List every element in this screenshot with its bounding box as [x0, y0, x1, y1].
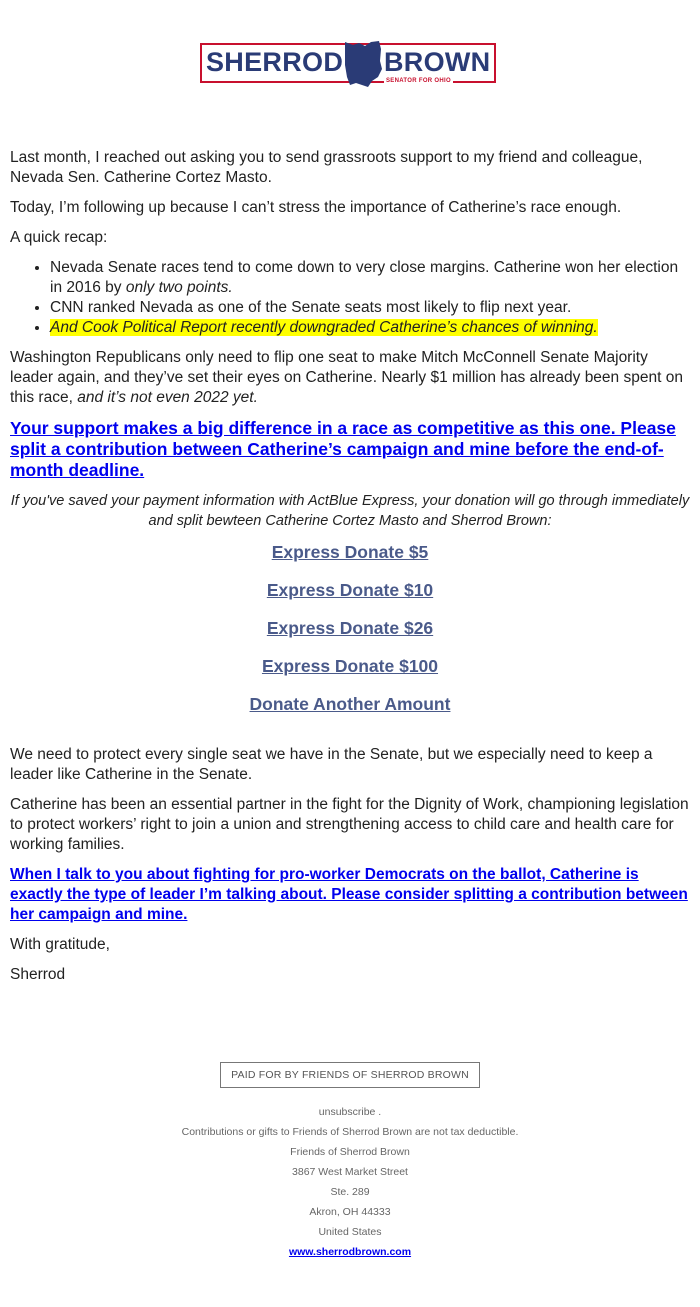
ohio-state-icon	[341, 39, 387, 89]
paid-for-disclaimer: PAID FOR BY FRIENDS OF SHERROD BROWN	[220, 1062, 480, 1088]
signature: Sherrod	[10, 966, 66, 983]
logo-last-name: BROWN	[384, 47, 491, 77]
footer-suite: Ste. 289	[330, 1186, 370, 1198]
dignity-of-work-paragraph: Catherine has been an essential partner in the fight for the Dignity of Work, championing legislation to protect workers’ right to join a union and strengthening access to child care and health care for working families.	[10, 796, 689, 853]
footer-street: 3867 West Market Street	[292, 1166, 408, 1178]
actblue-note: If you've saved your payment information with ActBlue Express, your donation will go through immediately and split bewteen Catherine Cortez Masto and Sherrod Brown:	[10, 493, 690, 529]
contribute-link[interactable]: Your support makes a big difference in a race as competitive as this one. Please split a contribution between Catherine’s campaign and mine before the end-of-month deadline.	[10, 418, 676, 480]
splitting-contribution-link[interactable]: When I talk to you about fighting for pro-worker Democrats on the ballot, Catherine is exactly the type of leader I’m talking about. Please consider splitting a contribution between her campaign and mine.	[10, 866, 688, 923]
signoff: With gratitude,	[10, 936, 110, 953]
express-donate-5-link[interactable]: Express Donate $5	[271, 542, 429, 562]
protect-seats-paragraph: We need to protect every single seat we have in the Senate, but we especially need to keep a leader like Catherine in the Senate.	[10, 746, 653, 783]
intro-paragraph: Last month, I reached out asking you to send grassroots support to my friend and colleague, Nevada Sen. Catherine Cortez Masto.	[10, 149, 643, 186]
express-donate-100-link[interactable]: Express Donate $100	[261, 656, 439, 676]
logo	[200, 40, 500, 90]
republicans-paragraph: Washington Republicans only need to flip one seat to make Mitch McConnell Senate Majority leader again, and they’ve set their eyes on Catherine. Nearly $1 million has already been spent on this race, and it’s not even 2022 yet.	[10, 349, 683, 406]
tax-disclaimer: Contributions or gifts to Friends of Sherrod Brown are not tax deductible.	[181, 1126, 519, 1138]
recap-item-highlighted: • And Cook Political Report recently downgraded Catherine’s chances of winning.	[50, 318, 690, 338]
donate-another-amount-link[interactable]: Donate Another Amount	[249, 694, 451, 714]
donate-buttons	[10, 541, 690, 715]
logo-tagline: SENATOR FOR OHIO	[386, 78, 451, 84]
footer	[0, 1062, 700, 1262]
footer-city: Akron, OH 44333	[309, 1206, 391, 1218]
recap-heading: A quick recap:	[10, 229, 108, 246]
express-donate-26-link[interactable]: Express Donate $26	[266, 618, 434, 638]
recap-list	[10, 258, 690, 338]
footer-country: United States	[318, 1226, 382, 1238]
logo-first-name: SHERROD	[206, 47, 344, 77]
email-body	[10, 148, 690, 995]
recap-item: • CNN ranked Nevada as one of the Senate seats most likely to flip next year.	[50, 298, 690, 318]
express-donate-10-link[interactable]: Express Donate $10	[266, 580, 434, 600]
footer-website-row	[0, 1242, 700, 1262]
followup-paragraph: Today, I’m following up because I can’t stress the importance of Catherine’s race enough.	[10, 199, 622, 216]
unsubscribe-link[interactable]: unsubscribe .	[318, 1106, 382, 1118]
website-link[interactable]: www.sherrodbrown.com	[288, 1246, 412, 1258]
footer-org: Friends of Sherrod Brown	[290, 1146, 410, 1158]
recap-item: • Nevada Senate races tend to come down to very close margins. Catherine won her election in 2016 by only two points.	[50, 258, 690, 298]
